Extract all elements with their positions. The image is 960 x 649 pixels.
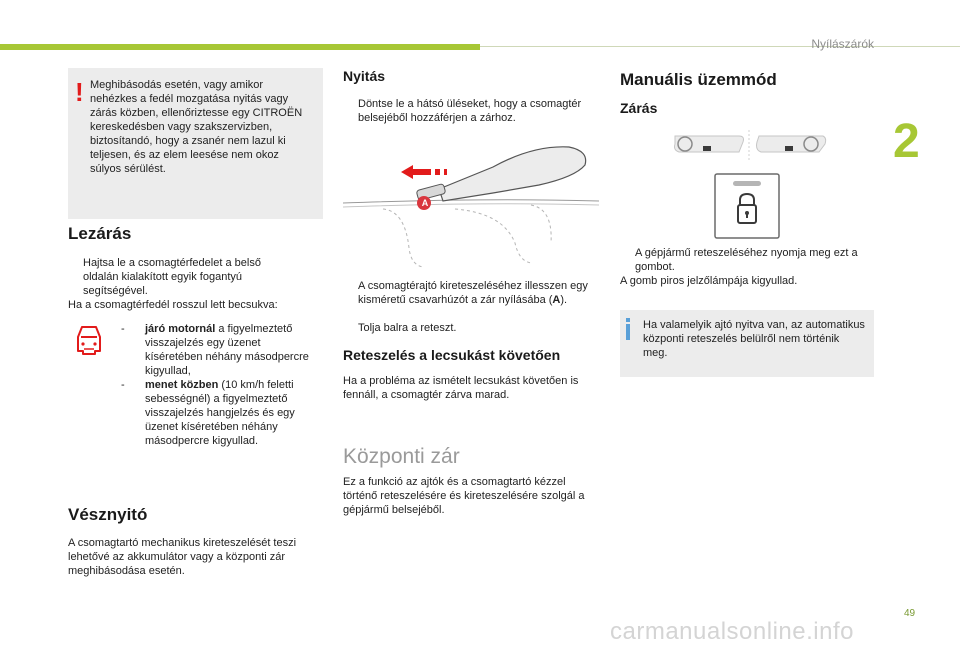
central-lock-button-illustration <box>714 173 780 239</box>
nyitas-bullet-3-text: Tolja balra a reteszt. <box>358 322 457 334</box>
dash-marker: - <box>121 323 125 335</box>
dashboard-steering-illustration <box>669 130 829 160</box>
vesznyito-text: A csomagtartó mechanikus kireteszelését teszi lehetővé az akkumulátor vagy a központi zár meghibásodása esetén. <box>68 537 297 577</box>
warning-text: Meghibásodás esetén, vagy amikor nehézkes a fedél mozgatása nyitás vagy zárás közben, ellenőriztesse egy CITROËN kereskedésben vagy szakszervizben, biztosítandó, hogy a zsanér nem lazul ki teljesen, és az elem leesése nem okoz súlyos sérülést. <box>90 79 303 175</box>
lezaras-item-1-bold: járó motornál <box>145 323 216 335</box>
watermark: carmanualsonline.info <box>610 618 854 645</box>
page-number: 49 <box>904 608 916 619</box>
lezaras-title: Lezárás <box>68 224 132 243</box>
reteszeles-text: Ha a probléma az ismételt lecsukást követően is fennáll, a csomagtér zárva marad. <box>343 375 579 401</box>
manualis-text: A gomb piros jelzőlámpája kigyullad. <box>620 275 798 287</box>
nyitas-bullet-1 <box>343 97 598 125</box>
kozponti-text: Ez a funkció az ajtók és a csomagtartó kézzel történő reteszelésére és kireteszelésére szolgál a gépjármű belsejéből. <box>343 476 585 516</box>
car-boot-warning-icon <box>74 323 104 357</box>
lezaras-item-1 <box>121 322 321 378</box>
reteszeles-title: Reteszelés a lecsukást követően <box>343 347 561 363</box>
section-title: Nyílászárók <box>811 37 874 51</box>
trunk-release-illustration <box>343 143 599 273</box>
chapter-number: 2 <box>893 115 920 168</box>
vesznyito-title: Vésznyitó <box>68 505 148 524</box>
lezaras-item-1-text: a figyelmeztető visszajelzés egy üzenet kíséretében néhány másodpercre kigyullad, <box>145 323 309 377</box>
lezaras-bullet-text: Hajtsa le a csomagtérfedelet a belső oldalán kialakított egyik fogantyú segítségével. <box>83 257 261 297</box>
dash-marker: - <box>121 379 125 391</box>
header-divider <box>480 46 960 47</box>
nyitas-bullet-2-text-c: ). <box>560 294 568 306</box>
nyitas-bullet-1-text: Döntse le a hátsó üléseket, hogy a csomagtér belsejéből hozzáférjen a zárhoz. <box>358 98 582 124</box>
warning-icon: ! <box>75 77 84 107</box>
kozponti-title: Központi zár <box>343 445 460 468</box>
manualis-bullet-text: A gépjármű reteszeléséhez nyomja meg ezt a gombot. <box>635 247 858 273</box>
figure-label-a: A <box>421 198 429 208</box>
lezaras-bullet <box>68 256 298 298</box>
lezaras-item-2 <box>121 378 321 448</box>
manualis-title: Manuális üzemmód <box>620 70 777 89</box>
nyitas-bullet-3 <box>343 321 598 335</box>
zaras-subtitle: Zárás <box>620 100 658 116</box>
lezaras-note: Ha a csomagtérfedél rosszul lett becsukva: <box>68 299 278 311</box>
nyitas-bullet-2 <box>343 279 598 307</box>
nyitas-bullet-2-label: A <box>552 294 561 306</box>
lezaras-item-2-bold: menet közben <box>145 379 219 391</box>
manualis-bullet <box>620 246 874 274</box>
header-accent-bar <box>0 44 480 50</box>
info-icon <box>626 318 630 340</box>
nyitas-title: Nyitás <box>343 68 386 84</box>
info-text: Ha valamelyik ajtó nyitva van, az automatikus központi reteszelés belülről nem történik meg. <box>643 319 865 359</box>
lezaras-item-2-text: (10 km/h feletti sebességnél) a figyelmeztető visszajelzés hangjelzés és egy üzenet kíséretében néhány másodpercre kigyullad. <box>145 379 295 447</box>
nyitas-bullet-2-text-a: A csomagtérajtó kireteszeléséhez illesszen egy kisméretű csavarhúzót a zár nyílásába ( <box>358 280 588 306</box>
